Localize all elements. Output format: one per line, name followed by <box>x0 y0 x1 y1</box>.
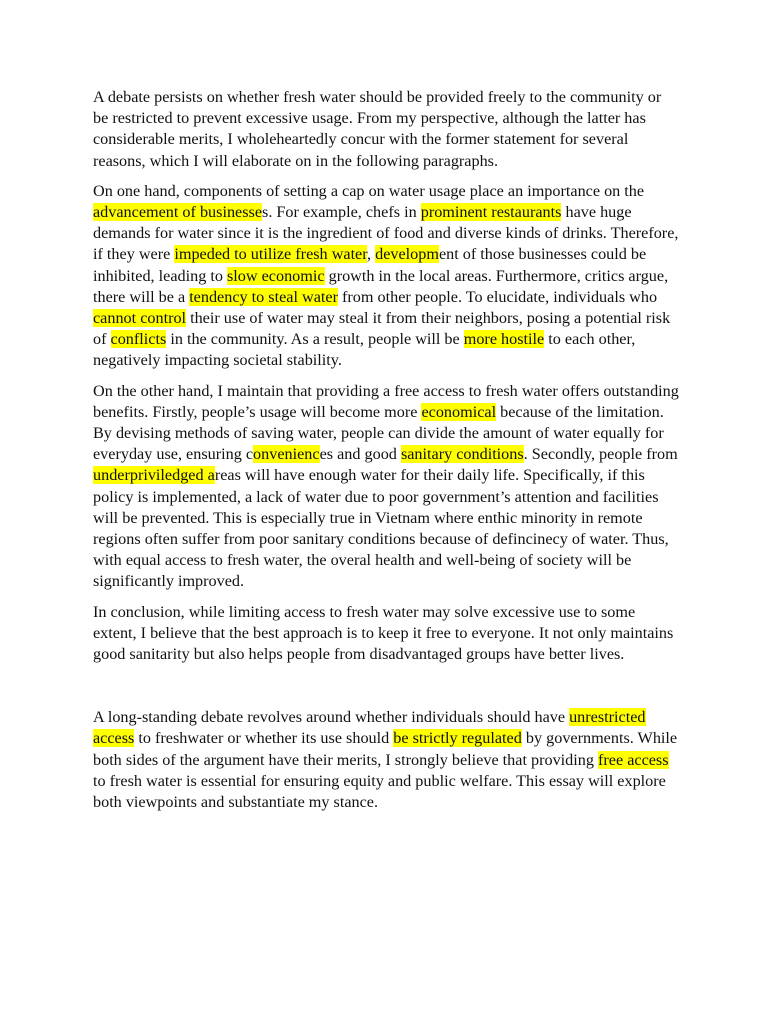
highlighted-phrase: slow economic <box>226 266 325 285</box>
highlighted-phrase: free access <box>598 750 669 769</box>
highlighted-phrase: more hostile <box>463 330 545 349</box>
text-run: to freshwater or whether its use should <box>134 729 394 748</box>
text-run: On one hand, components of setting a cap on water usage place an importance on the <box>93 181 645 200</box>
highlighted-phrase: onvenienc <box>253 445 320 464</box>
paragraph <box>93 707 679 813</box>
highlighted-phrase: sanitary conditions <box>400 445 524 464</box>
text-run: to each other, negatively impacting societal stability. <box>93 330 636 370</box>
highlighted-phrase: tendency to steal water <box>189 287 338 306</box>
paragraph <box>93 602 679 666</box>
text-run: . Secondly, people from <box>523 445 678 464</box>
text-run: to fresh water is essential for ensuring equity and public welfare. This essay will explore both viewpoints and substantiate my stance. <box>93 771 666 812</box>
text-run: A long-standing debate revolves around whether individuals should have <box>93 708 570 727</box>
highlighted-phrase: impeded to utilize fresh water <box>174 245 367 264</box>
paragraph <box>93 87 679 172</box>
text-run: because of the limitation. By devising methods of saving water, people can divide the amount of water equally for everyday use, ensuring c <box>93 402 664 464</box>
text-run: , <box>367 245 376 264</box>
highlighted-phrase: economical <box>421 402 497 421</box>
highlighted-phrase: prominent restaurants <box>420 203 562 222</box>
text-run: s. For example, chefs in <box>262 203 421 222</box>
highlighted-phrase: conflicts <box>110 330 167 349</box>
text-run: have huge demands for water since it is the ingredient of food and diverse kinds of drinks. Therefore, if they were <box>93 203 679 264</box>
text-run: reas will have enough water for their daily life. Specifically, if this policy is implemented, a lack of water due to poor government’s attention and facilities will be prevented. This is especially true in Vietnam where enthic minority in remote regions often suffer from poor sanitary conditions because of defincinecy of water. Thus, with equal access to fresh water, the overal health and well-being of society will be significantly improved. <box>93 466 669 591</box>
text-run: growth in the local areas. Furthermore, critics argue, there will be a <box>93 266 669 306</box>
highlighted-phrase: developm <box>375 245 439 264</box>
text-run: their use of water may steal it from their neighbors, posing a potential risk of <box>93 309 671 349</box>
highlighted-phrase: underpriviledged a <box>93 466 215 485</box>
text-run: es and good <box>319 445 401 464</box>
text-run: A debate persists on whether fresh water should be provided freely to the community or be restricted to prevent excessive usage. From my perspective, although the latter has considerable merits, I wholeheartedly concur with the former statement for several reasons, which I will elaborate on in the following paragraphs. <box>93 88 662 170</box>
text-run: from other people. To elucidate, individuals who <box>337 287 658 306</box>
text-run: In conclusion, while limiting access to fresh water may solve excessive use to some extent, I believe that the best approach is to keep it free to everyone. It not only maintains good sanitarity but also helps people from disadvantaged groups have better lives. <box>93 602 674 664</box>
paragraph <box>93 381 679 593</box>
text-run: in the community. As a result, people will be <box>166 330 464 349</box>
highlighted-phrase: be strictly regulated <box>393 729 522 748</box>
highlighted-phrase: unrestricted access <box>93 708 646 748</box>
text-run: On the other hand, I maintain that providing a free access to fresh water offers outstanding benefits. Firstly, people’s usage will become more <box>93 381 679 421</box>
document-page <box>93 87 679 822</box>
paragraph <box>93 181 679 372</box>
highlighted-phrase: advancement of businesse <box>93 203 263 222</box>
text-run: ent of those businesses could be inhibited, leading to <box>93 245 647 285</box>
text-run: by governments. While both sides of the argument have their merits, I strongly believe that providing <box>93 729 678 769</box>
highlighted-phrase: cannot control <box>93 309 187 328</box>
